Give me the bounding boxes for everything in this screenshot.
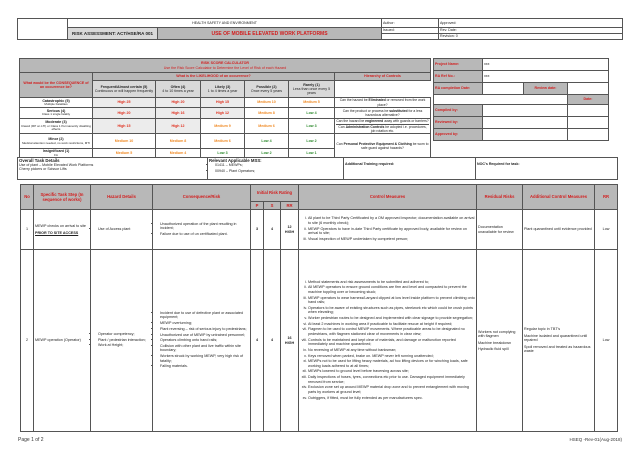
hazard-item: • Plant / pedestrian interaction; — [98, 338, 151, 342]
compiled-by-label: Compiled by: — [434, 105, 483, 117]
task-line: Cherry pickers or Scissor Lifts — [19, 167, 67, 172]
severity: 4 — [264, 250, 281, 432]
risk-level: HIGH — [284, 340, 295, 345]
control-measure: iii. MEWP operators to wear harness/Lanyard clipped at low level inside platform to prevent climbing onto hand rails; — [308, 296, 475, 305]
likelihood-label: Frequent/Almost certain (5) — [100, 84, 148, 89]
additional-control: Machine isolated and quarantined until repaired — [524, 333, 588, 343]
risk-assessment-table — [20, 184, 618, 432]
control-measure: iv. Operators to be aware of existing structures such as pipes, steelwork etc which could be crush points when elevating; — [308, 306, 475, 315]
hierarchy-title: Hierarchy of Controls — [335, 73, 431, 81]
task-step: MEWP operation (Operator) — [35, 338, 81, 343]
risk-score-cell: Low 2 — [289, 134, 335, 149]
risk-score-cell: Low 3 — [289, 119, 335, 134]
hierarchy-item — [335, 108, 431, 119]
approved-field: Approved: — [439, 19, 623, 28]
risk-score-cell: Medium 8 — [156, 134, 201, 149]
risk-score-cell: Low 4 — [245, 134, 289, 149]
hierarchy-keyword: substituted — [389, 108, 408, 113]
hierarchy-text: Can the hazard be — [336, 119, 366, 123]
likelihood-sub: 4 to 10 times a year — [162, 89, 194, 93]
hierarchy-text: or removed from the work place? — [377, 98, 426, 107]
hierarchy-text: be adopted i.e. procedures, job rotation etc. — [370, 125, 427, 134]
control-measure: ii. MEWP Operators to have in-date Third Party certificate by approved body, available for review on arrival to site; — [308, 227, 475, 236]
project-name-value: xxx — [483, 59, 609, 71]
hierarchy-text: Can the product or process be — [342, 108, 390, 113]
residual-risk: Hydraulic fluid spill — [478, 346, 509, 351]
additional-control: Plant quarantined until evidence provided — [524, 227, 592, 232]
rev-date-field: Rev. Date: — [439, 28, 623, 34]
issued-field: Issued: — [382, 28, 439, 34]
consequence-item: • MEWP overturning; — [160, 321, 249, 325]
likelihood-header — [156, 81, 201, 98]
hierarchy-item — [335, 134, 431, 158]
col-s: S — [264, 202, 281, 210]
final-risk-rating: Low — [595, 210, 618, 250]
control-measure: i. All plant to be Third Party Certificated by a OM approved inspector; documentation available on arrival to site (6 monthly check); — [308, 216, 475, 225]
control-measure: xii. MEWPs lowered to ground level before traversing across site; — [308, 369, 475, 373]
control-measure: xv. Outriggers, if fitted, must be fully extended as per manufacturers spec. — [308, 396, 475, 400]
hierarchy-text: away with guards or barriers? — [383, 119, 429, 123]
control-measure: vii. Flagmen to be used to control MEWP movements. Where practicable areas to be designated no pedestrians, with flagmen stationed clear of movements in clear view; — [308, 327, 475, 336]
hierarchy-keyword: Eliminated — [368, 98, 386, 103]
author-field: Author: — [382, 19, 439, 28]
risk-score-cell: Medium 6 — [245, 119, 289, 134]
consequence-level — [20, 98, 93, 108]
mss-item: • 01411 – MEWPs; — [215, 163, 342, 167]
col-residual: Residual Risks — [477, 185, 523, 210]
risk-score-cell: Medium 4 — [156, 149, 201, 158]
risk-rating: 12 — [287, 225, 292, 230]
hierarchy-text: for a less hazardous alternative? — [365, 108, 423, 117]
consequence-sub: Class 1 single fatality — [41, 112, 71, 117]
likelihood-label: Rarely (1) — [303, 82, 320, 87]
risk-score-cell: Medium 6 — [201, 134, 245, 149]
likelihood-label: Likely (3) — [214, 84, 231, 89]
severity: 4 — [264, 210, 281, 250]
consequence-label: Insignificant (1) — [42, 149, 70, 154]
risk-score-cell: High 12 — [201, 108, 245, 119]
consequence-item: • Unauthorized use of MEWP by untrained personnel; — [160, 333, 249, 337]
training-label: Additional Training required: — [344, 158, 476, 180]
control-measure: xiv. Exclusion zone set up around MEWP material drop zone and to prevent entanglement with moving parts by workers at ground level; — [308, 385, 475, 394]
col-additional: Additional Control Measures — [523, 185, 595, 210]
consequence-question: What would be the CONSEQUENCE of an occurrence be? — [20, 73, 93, 98]
consequence-sub: Class2 (RP on LTI) or Class 1 Permanently disabling effects — [21, 123, 91, 132]
page-number: Page 1 of 2 — [18, 437, 44, 443]
col-hazard: Hazard Details — [91, 185, 153, 210]
probability: 3 — [251, 210, 264, 250]
residual-risk: Workers not complying with flagmen — [478, 329, 516, 339]
col-p: P — [251, 202, 264, 210]
revision-footer: HSEQ -Rev-01(Aug-2018) — [569, 437, 622, 442]
col-control: Control Measures — [299, 185, 477, 210]
likelihood-header — [289, 81, 335, 98]
ra-reference: RISK ASSESSMENT: ACT/HSE/RA 001 — [68, 28, 158, 40]
hierarchy-item — [335, 119, 431, 134]
consequence-item: • Plant reversing – risk of serious injury to pedestrians; — [160, 327, 249, 331]
review-date-label: Review date: — [524, 83, 568, 95]
risk-level: HIGH — [284, 229, 295, 234]
control-measure: viii. Controls to be maintained and kept clear of materials, and damage or malfunction reported immediately and machine quarantined; — [308, 338, 475, 347]
risk-score-cell: Low 2 — [245, 149, 289, 158]
risk-score-cell: Medium 10 — [245, 98, 289, 108]
mss-label: Relevant Applicable MSS: — [209, 158, 262, 163]
control-measure: iii. Visual inspection of MEWP undertaken by competent person; — [308, 237, 475, 241]
col-step: Specific Task Step (In sequence of works) — [34, 185, 91, 210]
control-measure: i. Method statements and risk assessments to be submitted and adhered to; — [308, 280, 475, 284]
residual-risk: Machine breakdown — [478, 340, 512, 345]
residual-risk: Documentation unavailable for review — [478, 225, 514, 234]
likelihood-header — [93, 81, 156, 98]
hazard-item: • Work at Height; — [98, 343, 151, 347]
task-step: MEWP checks on arrival to site — [35, 224, 86, 229]
row-number: 2 — [21, 250, 34, 432]
probability: 4 — [251, 250, 264, 432]
hierarchy-keyword: Personal Protective Equipment & Clothing — [343, 141, 412, 146]
likelihood-sub: Once every 5 years — [250, 89, 283, 93]
matrix-title: RISK SCORE CALCULATOR — [201, 61, 249, 66]
reviewed-by-label: Reviewed by: — [434, 117, 483, 129]
final-risk-rating: Low — [595, 250, 618, 432]
consequence-label: Minor (2) — [48, 137, 64, 142]
hierarchy-text: be worn to safe guard against hazards? — [361, 141, 429, 150]
hierarchy-keyword: engineered — [365, 119, 384, 123]
table-row — [21, 250, 618, 432]
col-rr: RR — [281, 202, 299, 210]
col-initial-rating: Initial Risk Rating — [251, 185, 299, 202]
likelihood-label: Often (4) — [170, 84, 186, 89]
table-row — [21, 210, 618, 250]
row-number: 1 — [21, 210, 34, 250]
consequence-level — [20, 134, 93, 149]
likelihood-header — [245, 81, 289, 98]
control-measure: xi. MEWPs not to be used for lifting heavy materials, ad hoc lifting devices or for winching loads, safe working loads adhered to at all times; — [308, 359, 475, 368]
noc-label: NOC's Required for task: — [476, 158, 618, 180]
project-name-label: Project Name: — [434, 59, 483, 71]
likelihood-header — [201, 81, 245, 98]
date-label: Date: — [568, 95, 609, 105]
consequence-item: • Falling materials. — [160, 364, 249, 368]
completion-date-label: RA completion Date: — [434, 83, 483, 95]
control-measure: xiii. Daily inspections of hoses, tyres, connections etc prior to use. Damaged equipment immediately removed from service; — [308, 375, 475, 384]
risk-score-cell: High 20 — [156, 98, 201, 108]
consequence-label: Moderate (3) — [45, 120, 67, 125]
col-consequence: Consequence/Risk — [153, 185, 251, 210]
risk-score-cell: Medium 5 — [289, 98, 335, 108]
additional-control: Regular topic in TBT's — [524, 327, 561, 332]
consequence-item: • Failure due to use of un certificated plant. — [160, 232, 249, 236]
col-final-rr: RR — [595, 185, 618, 210]
hierarchy-text: Can — [336, 141, 344, 146]
hazard-item: • Use of Access plant — [98, 227, 151, 231]
consequence-level — [20, 108, 93, 119]
consequence-item: • Incident due to use of defective plant or associated equipment; — [160, 311, 249, 320]
consequence-sub: Multiple Fatalities — [44, 101, 68, 106]
hierarchy-keyword: Administration Controls — [345, 125, 385, 130]
risk-score-cell: High 15 — [201, 98, 245, 108]
task-step-note: PRIOR TO SITE ACCESS — [35, 230, 79, 235]
risk-score-cell: Medium 8 — [245, 108, 289, 119]
control-measure: x. Keys removed when parked, brake on. MEWP never left running unattended; — [308, 354, 475, 358]
risk-score-cell: High 16 — [156, 108, 201, 119]
matrix-subtitle: Use the Risk Score Calculator to Determine the Level of Risk of each Hazard — [163, 65, 287, 70]
mss-item: • 00940 – Plant Operators; — [215, 169, 342, 173]
consequence-item: • Operators climbing onto hand rails; — [160, 338, 249, 342]
col-no: No — [21, 185, 34, 210]
task-overview — [17, 157, 618, 180]
hierarchy-text: Can the hazard be — [339, 98, 369, 103]
approved-by-label: Approved by: — [434, 129, 483, 141]
risk-score-cell: Medium 9 — [201, 119, 245, 134]
risk-score-cell: High 12 — [156, 119, 201, 134]
risk-score-cell: Medium 5 — [93, 149, 156, 158]
document-title: USE OF MOBILE ELEVATED WORK PLATFORMS — [158, 28, 382, 40]
risk-score-cell: High 20 — [93, 108, 156, 119]
control-measure: vi. At least 2 machines in working area if practicable to facilitate rescue at height if required; — [308, 322, 475, 326]
risk-score-cell: Low 1 — [289, 149, 335, 158]
control-measure: v. Worker pedestrian routes to be designed and implemented with clear signage to provide segregation; — [308, 316, 475, 320]
document-header — [17, 18, 623, 40]
revision-field: Revision: 0 — [439, 34, 623, 40]
risk-score-calculator — [19, 58, 431, 158]
task-line: Use of plant – Mobile Elevated Work Platforms — [19, 163, 94, 168]
consequence-level — [20, 119, 93, 134]
likelihood-sub: Less than once every 5 years — [292, 86, 331, 96]
consequence-item: • Collision with other plant and live traffic within site boundary; — [160, 344, 249, 353]
overall-task-label: Overall Task Details — [19, 158, 60, 163]
likelihood-label: Possible (2) — [256, 84, 277, 89]
consequence-item: • Unauthorized operation of the plant resulting in incident; — [160, 222, 249, 231]
hse-title: HEALTH SAFETY AND ENVIRONMENT — [68, 19, 382, 28]
logo-area — [18, 19, 68, 40]
risk-score-cell: High 15 — [93, 119, 156, 134]
likelihood-question: What is the LIKELIHOOD of an occurrence? — [93, 73, 335, 81]
consequence-label: Serious (4) — [46, 109, 66, 114]
risk-rating: 16 — [287, 336, 292, 341]
risk-score-cell: Low 3 — [201, 149, 245, 158]
risk-score-cell: Medium 10 — [93, 134, 156, 149]
consequence-sub: Medical attention needed, no work restrictions, MTI — [22, 140, 90, 145]
control-measure: ix. No reversing of MEWP at any time without banksman; — [308, 348, 475, 352]
hierarchy-item — [335, 98, 431, 108]
hierarchy-text: Can — [338, 125, 346, 130]
likelihood-sub: Continuous or will happen frequently — [94, 89, 154, 93]
additional-control: Spoil removed and treated as hazardous waste — [524, 344, 591, 354]
consequence-label: Catastrophic (5) — [42, 98, 70, 103]
consequence-item: • Workers struck by working MEWP, very high risk of fatality; — [160, 354, 249, 363]
risk-score-cell: High 25 — [93, 98, 156, 108]
project-info — [433, 58, 609, 141]
risk-score-cell: Low 4 — [289, 108, 335, 119]
ra-ref-value: xxx — [483, 71, 609, 83]
hazard-item: • Operator competency; — [98, 332, 151, 336]
ra-ref-label: RA Ref No.: — [434, 71, 483, 83]
consequence-sub: FA — [54, 152, 58, 157]
control-measure: ii. All MEWP operators to ensure ground conditions are firm and level and compacted to prevent the machine toppling over or becoming stuck; — [308, 285, 475, 294]
likelihood-sub: 1 to 4 times a year — [207, 89, 238, 93]
